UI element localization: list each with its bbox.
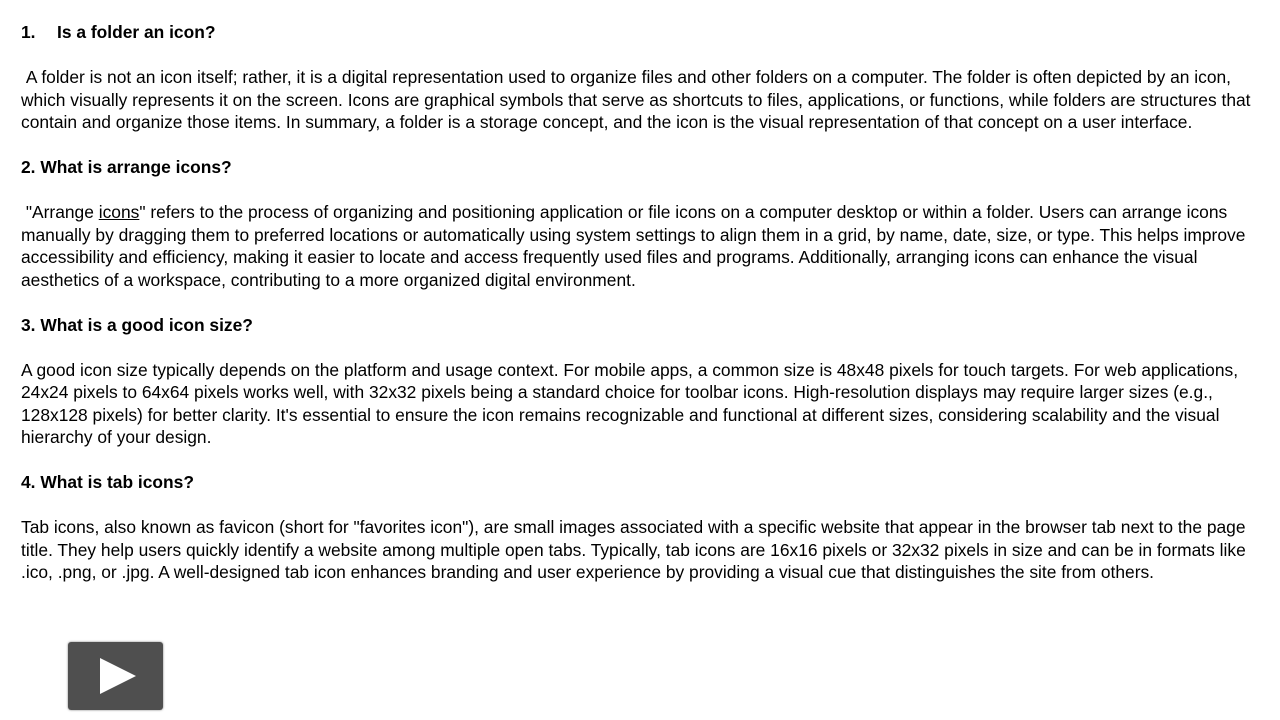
question-3-heading: 3. What is a good icon size? <box>21 314 253 335</box>
question-1-number: 1. <box>21 22 36 42</box>
answer-1: A folder is not an icon itself; rather, it is a digital representation used to organize files and other folders on a computer. The folder is often depicted by an icon, which visually represents it on the screen. Icons are graphical symbols that serve as shortcuts to files, applications, or functions, while folders are structures that contain and organize those items. In summary, a folder is a storage concept, and the icon is the visual representation of that concept on a user interface. <box>21 67 1256 132</box>
question-1-heading <box>21 21 1261 44</box>
answer-2-post: " refers to the process of organizing and positioning application or file icons on a computer desktop or within a folder. Users can arrange icons manually by dragging them to preferred locations or automatically using system settings to align them in a grid, by name, date, size, or type. This helps improve accessibility and efficiency, making it easier to locate and access frequently used files and programs. Additionally, arranging icons can enhance the visual aesthetics of a workspace, contributing to a more organized digital environment. <box>21 202 1251 290</box>
play-icon <box>98 656 138 696</box>
question-4-heading: 4. What is tab icons? <box>21 472 194 492</box>
answer-4: Tab icons, also known as favicon (short for "favorites icon"), are small images associated with a specific website that appear in the browser tab next to the page title. They help users quickly identify a website among multiple open tabs. Typically, tab icons are 16x16 pixels or 32x32 pixels in size and can be in formats like .ico, .png, or .jpg. A well-designed tab icon enhances branding and user experience by providing a visual cue that distinguishes the site from others. <box>21 517 1246 582</box>
question-2-heading: 2. What is arrange icons? <box>21 157 232 177</box>
answer-3: A good icon size typically depends on the platform and usage context. For mobile apps, a common size is 48x48 pixels for touch targets. For web applications, 24x24 pixels to 64x64 pixels works well, with 32x32 pixels being a standard choice for toolbar icons. High-resolution displays may require larger sizes (e.g., 128x128 pixels) for better clarity. It's essential to ensure the icon remains recognizable and functional at different sizes, considering scalability and the visual hierarchy of your design. <box>21 359 1239 447</box>
answer-2 <box>21 201 1261 291</box>
icons-link[interactable]: icons <box>98 202 140 222</box>
faq-content <box>21 21 1261 606</box>
question-1-text: Is a folder an icon? <box>57 22 216 42</box>
answer-2-pre: "Arrange <box>21 202 99 222</box>
play-button[interactable] <box>68 642 163 710</box>
